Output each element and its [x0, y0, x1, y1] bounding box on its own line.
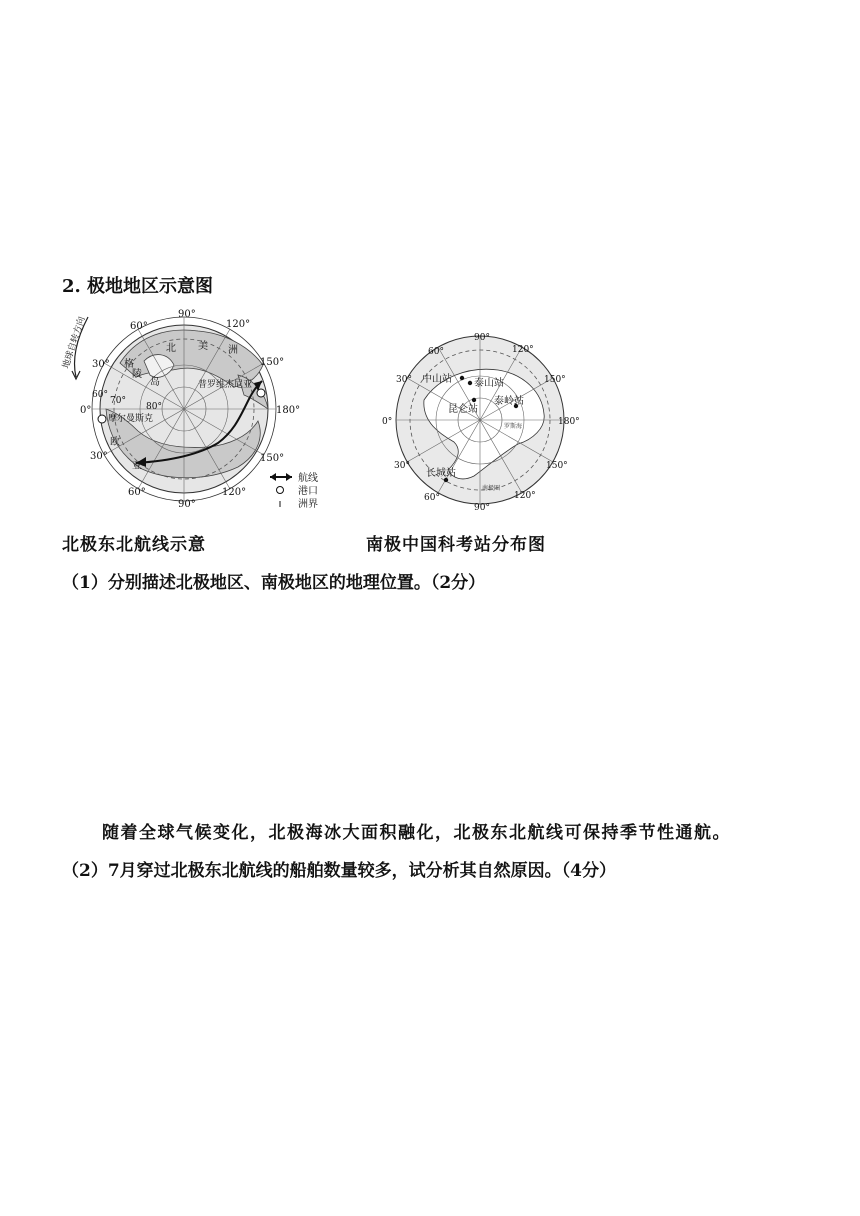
lon-label: 150°: [544, 375, 566, 385]
station-dot: [472, 398, 476, 402]
lon-label: 90°: [178, 309, 196, 320]
lon-label: 30°: [396, 375, 412, 385]
lon-label: 60°: [130, 321, 148, 332]
south-map-caption: 南极中国科考站分布图: [366, 535, 546, 555]
lon-label: 90°: [474, 333, 490, 343]
station-dot: [468, 381, 472, 385]
lon-label: 60°: [428, 347, 444, 357]
north-polar-map: [58, 305, 338, 515]
lon-label: 60°: [128, 487, 146, 498]
lon-label: 150°: [260, 453, 285, 464]
sea-label: 南极圈: [482, 485, 501, 492]
station-dot: [460, 376, 464, 380]
sea-label: 罗斯海: [504, 423, 523, 430]
rotation-label: 地球自转方向: [61, 315, 88, 370]
north-polar-map-svg: [58, 305, 338, 515]
lon-label: 150°: [546, 461, 568, 471]
port-icon: [98, 415, 106, 423]
lat-label: 60°: [92, 390, 108, 400]
lon-label: 90°: [178, 499, 196, 510]
lon-label: 30°: [394, 461, 410, 471]
lon-label: 90°: [474, 503, 490, 513]
lat-label: 70°: [110, 396, 126, 406]
lon-label: 0°: [80, 405, 92, 416]
place-label: 格: [124, 359, 134, 370]
lon-label: 120°: [226, 319, 251, 330]
legend: [270, 471, 318, 510]
station-label: 泰山站: [474, 378, 504, 389]
place-label: 美: [198, 341, 208, 352]
north-map-caption: 北极东北航线示意: [62, 535, 206, 555]
place-label: 陵: [132, 369, 142, 380]
lon-label: 120°: [514, 491, 536, 501]
port-icon: [277, 487, 284, 494]
lon-label: 60°: [424, 493, 440, 503]
legend-label: 港口: [298, 486, 318, 497]
question-2: （2）7月穿过北极东北航线的船舶数量较多，试分析其自然原因。（4分）: [62, 861, 616, 881]
place-label: 摩尔曼斯克: [108, 414, 154, 424]
legend-label: 洲界: [298, 499, 318, 510]
lon-label: 0°: [382, 417, 393, 427]
south-polar-map: [378, 330, 588, 515]
context-paragraph: 随着全球气候变化，北极海冰大面积融化，北极东北航线可保持季节性通航。: [102, 823, 731, 843]
station-label: 泰岭站: [494, 396, 524, 407]
question-1: （1）分别描述北极地区、南极地区的地理位置。（2分）: [62, 573, 486, 593]
place-label: 洲: [228, 345, 238, 356]
lon-label: 180°: [558, 417, 580, 427]
south-polar-map-svg: [378, 330, 588, 515]
place-label: 北: [166, 343, 176, 354]
station-label: 长城站: [426, 468, 456, 479]
legend-label: 航线: [298, 473, 318, 484]
port-icon: [257, 389, 265, 397]
section-heading: 2. 极地地区示意图: [62, 276, 214, 297]
place-label: 欧: [110, 437, 120, 448]
lon-label: 120°: [512, 345, 534, 355]
lon-label: 180°: [276, 405, 301, 416]
lat-label: 80°: [146, 402, 162, 412]
station-label: 昆仑站: [448, 404, 478, 415]
lon-label: 120°: [222, 487, 247, 498]
place-label: 普罗维杰尼亚: [198, 380, 253, 390]
lon-label: 150°: [260, 357, 285, 368]
lon-label: 30°: [90, 451, 108, 462]
lon-label: 30°: [92, 359, 110, 370]
station-label: 中山站: [422, 374, 452, 385]
place-label: 岛: [150, 377, 160, 388]
place-label: 亚: [132, 461, 142, 472]
